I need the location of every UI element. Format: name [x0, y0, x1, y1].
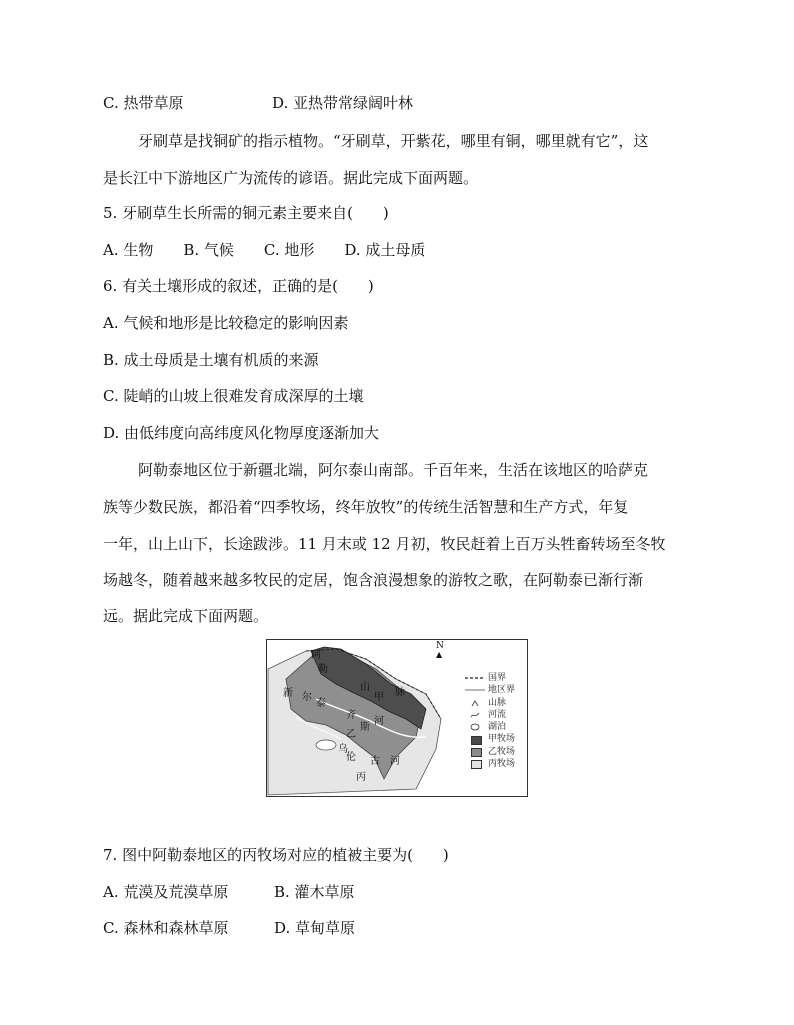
- passage-1-line-1: 牙刷草是找铜矿的指示植物。“牙刷草，开紫花，哪里有铜，哪里就有它”，这: [138, 132, 649, 150]
- question-6: 6. 有关土壤形成的叙述，正确的是( ): [103, 277, 374, 295]
- legend-row-border: [465, 672, 515, 684]
- map-label-tai: 泰: [316, 698, 326, 709]
- swatch-slot: [465, 748, 485, 756]
- swatch-slot: [465, 736, 485, 744]
- question-7-option-b: B. 灌木草原: [274, 883, 355, 901]
- legend-row-jia: [465, 733, 515, 745]
- legend-label: 河流: [488, 709, 507, 720]
- map-label-bing: 丙: [356, 772, 366, 783]
- option-d-subtropical-forest: D. 亚热带常绿阔叶林: [272, 94, 414, 112]
- legend-row-mountain: [465, 697, 515, 709]
- legend-label: 湖泊: [488, 722, 507, 733]
- bing-swatch: [471, 760, 482, 769]
- jia-swatch: [471, 736, 482, 745]
- question-6-option-a: A. 气候和地形是比较稳定的影响因素: [103, 314, 349, 332]
- legend-label: 地区界: [488, 685, 516, 696]
- north-label: N: [436, 641, 444, 651]
- map-label-er: 尔: [302, 692, 312, 703]
- question-7-option-c: C. 森林和森林草原: [103, 919, 229, 937]
- swatch-slot: [465, 760, 485, 768]
- river-icon: [465, 711, 485, 719]
- map-label-le: 勒: [318, 664, 328, 675]
- map-label-he: 河: [374, 716, 384, 727]
- map-label-shan: 山: [360, 682, 370, 693]
- legend-label: 甲牧场: [488, 734, 516, 745]
- map-label-mai: 脉: [395, 687, 405, 698]
- question-6-option-b: B. 成土母质是土壤有机质的来源: [103, 351, 319, 369]
- question-7-option-d: D. 草甸草原: [274, 919, 356, 937]
- passage-2-line-1: 阿勒泰地区位于新疆北端，阿尔泰山南部。千百年来，生活在该地区的哈萨克: [138, 461, 649, 479]
- yi-swatch: [471, 748, 482, 757]
- map-label-qi: 齐: [346, 710, 356, 721]
- passage-2-line-4: 场越冬，随着越来越多牧民的定居，饱含浪漫想象的游牧之歌，在阿勒泰已渐行渐: [103, 571, 644, 589]
- legend-label: 国界: [488, 673, 507, 683]
- question-6-option-c: C. 陡峭的山坡上很难发育成深厚的土壤: [103, 387, 364, 405]
- passage-2-line-3: 一年，山上山下，长途跋涉。11 月末或 12 月初，牧民赶着上百万头牲畜转场至冬牧: [103, 535, 666, 553]
- map-label-a: 阿: [311, 650, 321, 661]
- question-6-option-d: D. 由低纬度向高纬度风化物厚度逐渐加大: [103, 424, 380, 442]
- passage-1-line-2: 是长江中下游地区广为流传的谚语。据此完成下面两题。: [103, 169, 479, 187]
- map-label-yi: 乙: [346, 729, 356, 740]
- question-5-options: A. 生物 B. 气候 C. 地形 D. 成土母质: [103, 241, 426, 259]
- legend-row-region: [465, 684, 515, 696]
- mountain-icon: [465, 699, 485, 707]
- question-7-option-a: A. 荒漠及荒漠草原: [103, 883, 229, 901]
- question-5: 5. 牙刷草生长所需的铜元素主要来自( ): [103, 204, 389, 222]
- map-label-wu: 乌: [338, 744, 348, 755]
- north-arrow-icon: N ▲: [436, 641, 444, 659]
- map-label-gu: 古: [370, 756, 380, 767]
- lake-shape: [316, 740, 336, 750]
- passage-2-line-2: 族等少数民族，都沿着“四季牧场，终年放牧”的传统生活智慧和生产方式，年复: [103, 498, 629, 516]
- map-legend: [465, 672, 515, 770]
- legend-label: 山脉: [488, 697, 507, 708]
- map-label-xin: 新: [283, 688, 293, 699]
- map-label-jia: 甲: [374, 692, 384, 703]
- region-line-icon: [465, 686, 485, 694]
- legend-row-bing: [465, 758, 515, 770]
- legend-label: 乙牧场: [488, 746, 516, 757]
- map-label-si: 斯: [360, 722, 370, 733]
- question-7: 7. 图中阿勒泰地区的丙牧场对应的植被主要为( ): [103, 846, 449, 864]
- passage-2-line-5: 远。据此完成下面两题。: [103, 607, 269, 625]
- legend-row-yi: [465, 746, 515, 758]
- legend-row-river: [465, 709, 515, 721]
- legend-label: 丙牧场: [488, 759, 516, 770]
- lake-icon: [465, 723, 485, 731]
- map-label-lun: 伦: [346, 752, 356, 763]
- border-icon: [465, 674, 485, 682]
- legend-row-lake: [465, 721, 515, 733]
- map-label-he2: 河: [390, 756, 400, 767]
- option-c-tropical-grassland: C. 热带草原: [103, 94, 184, 112]
